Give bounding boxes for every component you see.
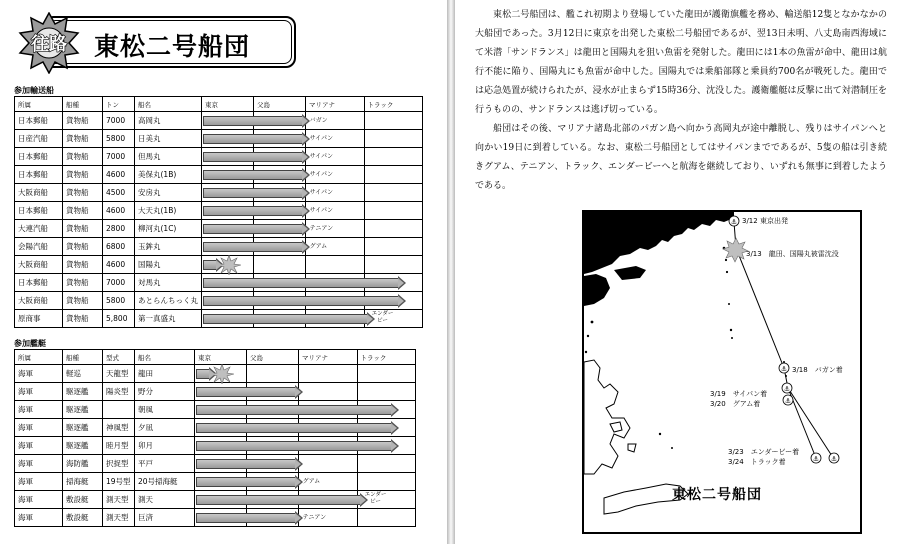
route-cell	[364, 202, 396, 220]
shikoku-landmass	[614, 266, 646, 280]
cell-name: 美保丸(1B)	[135, 166, 202, 184]
route-cell	[202, 202, 334, 220]
route-destination: エンダー ビー	[371, 311, 394, 324]
route-bar	[203, 134, 302, 144]
route-cell	[396, 220, 422, 238]
map-label-sinking: 3/13 龍田、国陽丸被雷沈没	[746, 250, 839, 258]
route-cell	[338, 256, 364, 274]
cell-owner: 海軍	[15, 437, 63, 455]
cell-owner: 日本郵船	[15, 148, 63, 166]
route-cell	[195, 419, 221, 437]
route-cell	[364, 256, 396, 274]
svg-text:⚓: ⚓	[783, 385, 791, 393]
cell-name: 大天丸(1B)	[135, 202, 202, 220]
table-row	[15, 166, 423, 184]
transports-table	[14, 96, 423, 328]
route-cell	[202, 274, 228, 292]
cell-type: 駆逐艦	[63, 383, 103, 401]
route-cell	[195, 383, 221, 401]
leg-header-spacer	[331, 350, 357, 365]
cell-tons: 4600	[103, 166, 135, 184]
izu-islands	[723, 247, 733, 339]
anchor-tokyo-icon	[729, 216, 739, 226]
cell-type: 貨物船	[63, 274, 103, 292]
route-cell	[338, 112, 364, 130]
route-cell	[338, 166, 364, 184]
route-cell	[254, 256, 280, 274]
cell-name: 安房丸	[135, 184, 202, 202]
route-cell	[396, 202, 422, 220]
route-cell	[299, 455, 332, 473]
route-cell	[396, 112, 422, 130]
anchor-enderby-icon	[811, 453, 821, 463]
route-bar	[203, 116, 302, 126]
table-row	[15, 112, 423, 130]
route-cell	[364, 166, 396, 184]
anchor-pagan-icon	[779, 363, 789, 373]
table-row	[15, 509, 416, 527]
route-bar	[196, 423, 391, 433]
route-cell	[357, 383, 389, 401]
anchor-truk-icon	[829, 453, 839, 463]
column-header: トン	[103, 97, 135, 112]
route-cell	[202, 292, 228, 310]
cell-type: 貨物船	[63, 238, 103, 256]
table-row	[15, 491, 416, 509]
cell-name: 対馬丸	[135, 274, 202, 292]
cell-type: 敷設艇	[63, 491, 103, 509]
cell-name: 平戸	[135, 455, 195, 473]
cell-tons: 5,800	[103, 310, 135, 328]
table-row	[15, 419, 416, 437]
cell-type: 貨物船	[63, 184, 103, 202]
route-destination: サイパン	[309, 135, 334, 142]
route-cell	[396, 256, 422, 274]
cell-type: 貨物船	[63, 310, 103, 328]
cell-name: 日美丸	[135, 130, 202, 148]
route-bar	[203, 242, 302, 252]
route-cell	[195, 491, 387, 509]
cell-tons: 測天型	[103, 491, 135, 509]
table-row	[15, 383, 416, 401]
cell-name: 卯月	[135, 437, 195, 455]
column-header: 所属	[15, 97, 63, 112]
cell-tons: 7000	[103, 274, 135, 292]
table-row	[15, 256, 423, 274]
route-cell	[364, 220, 396, 238]
leg-header: 東京	[202, 97, 228, 112]
route-destination: エンダー ビー	[364, 492, 387, 505]
cell-type: 軽巡	[63, 365, 103, 383]
cell-tons: 4600	[103, 256, 135, 274]
route-bar	[203, 152, 302, 162]
escorts-section-label: 参加艦艇	[14, 339, 46, 348]
map-title: 東松二号船団	[672, 487, 762, 503]
table-header-row	[15, 97, 423, 112]
column-header: 船名	[135, 350, 195, 365]
cell-tons: 4600	[103, 202, 135, 220]
route-bar	[203, 260, 216, 270]
cell-owner: 海軍	[15, 419, 63, 437]
route-cell	[338, 148, 364, 166]
route-cell	[331, 473, 357, 491]
svg-text:⚓: ⚓	[784, 397, 792, 405]
route-bar	[203, 188, 302, 198]
route-cell	[202, 310, 394, 328]
route-cell	[331, 383, 357, 401]
cell-name: 第一真盛丸	[135, 310, 202, 328]
route-cell	[357, 509, 389, 527]
cell-tons: 7000	[103, 148, 135, 166]
cell-tons: 神風型	[103, 419, 135, 437]
route-bar	[203, 224, 302, 234]
cell-owner: 日本郵船	[15, 112, 63, 130]
route-bar	[196, 387, 295, 397]
route-cell	[195, 509, 327, 527]
route-bar	[196, 441, 391, 451]
route-cell	[396, 130, 422, 148]
route-cell	[331, 509, 357, 527]
table-row	[15, 184, 423, 202]
cell-name: 但馬丸	[135, 148, 202, 166]
header	[14, 10, 298, 74]
column-header: 船種	[63, 97, 103, 112]
route-cell	[357, 473, 389, 491]
cell-type: 掃海艇	[63, 473, 103, 491]
cell-owner: 日本郵船	[15, 274, 63, 292]
route-cell	[195, 473, 321, 491]
route-map	[582, 210, 862, 534]
table-row	[15, 310, 423, 328]
route-bar	[203, 278, 398, 288]
book-gutter	[447, 0, 455, 544]
cell-name: 高岡丸	[135, 112, 202, 130]
table-row	[15, 220, 423, 238]
route-bar	[196, 459, 295, 469]
table-row	[15, 401, 416, 419]
table-row	[15, 130, 423, 148]
leg-header-spacer	[338, 97, 364, 112]
route-cell	[396, 166, 422, 184]
route-cell	[299, 365, 332, 383]
route-cell	[195, 437, 221, 455]
map-label-saipan: 3/19 サイパン着	[710, 390, 768, 398]
route-cell	[389, 365, 415, 383]
route-cell	[389, 491, 415, 509]
anchor-guam-icon	[783, 395, 793, 405]
route-cell	[389, 455, 415, 473]
leg-header-spacer	[221, 350, 247, 365]
route-bar	[196, 495, 360, 505]
cell-owner: 海軍	[15, 383, 63, 401]
route-cell	[306, 256, 339, 274]
leg-header: トラック	[364, 97, 396, 112]
map-label-truk: 3/24 トラック着	[728, 458, 786, 466]
cell-tons: 2800	[103, 220, 135, 238]
japan-landmass	[584, 212, 734, 274]
route-cell	[338, 130, 364, 148]
route-bar	[203, 170, 302, 180]
column-header: 型式	[103, 350, 135, 365]
outbound-badge-icon	[18, 12, 80, 74]
cell-type: 駆逐艦	[63, 401, 103, 419]
cell-owner: 海軍	[15, 401, 63, 419]
route-cell	[338, 184, 364, 202]
route-cell	[357, 365, 389, 383]
cell-tons: 天龍型	[103, 365, 135, 383]
cell-name: 龍田	[135, 365, 195, 383]
route-cell	[280, 256, 306, 274]
column-header: 船名	[135, 97, 202, 112]
route-cell	[299, 383, 332, 401]
cell-type: 敷設艇	[63, 509, 103, 527]
route-destination: テニアン	[309, 225, 334, 232]
cell-name: 野分	[135, 383, 195, 401]
cell-tons: 7000	[103, 112, 135, 130]
cell-tons: 陽炎型	[103, 383, 135, 401]
cell-owner: 大阪商船	[15, 256, 63, 274]
cell-type: 貨物船	[63, 292, 103, 310]
route-cell	[396, 184, 422, 202]
svg-text:⚓: ⚓	[830, 455, 838, 463]
route-cell	[202, 238, 328, 256]
anchor-saipan-icon	[782, 383, 792, 393]
cell-name: 国陽丸	[135, 256, 202, 274]
table-row	[15, 455, 416, 473]
cell-owner: 日本郵船	[15, 202, 63, 220]
cell-name: 玉鉾丸	[135, 238, 202, 256]
route-cell	[247, 365, 273, 383]
route-cell	[389, 473, 415, 491]
svg-text:⚓: ⚓	[780, 365, 788, 373]
cell-tons	[103, 401, 135, 419]
sinking-explosion-icon	[723, 238, 748, 262]
leg-header: 東京	[195, 350, 221, 365]
cell-name: 朝風	[135, 401, 195, 419]
route-bar	[203, 314, 367, 324]
cell-type: 貨物船	[63, 202, 103, 220]
map-label-pagan: 3/18 バガン着	[792, 366, 843, 374]
cell-owner: 海軍	[15, 455, 63, 473]
table-row	[15, 292, 423, 310]
right-page	[455, 0, 900, 544]
route-cell	[364, 184, 396, 202]
route-cell	[202, 148, 334, 166]
ryukyu-islands	[585, 321, 594, 354]
left-page	[0, 0, 447, 544]
escorts-table	[14, 349, 416, 527]
route-destination: グアム	[302, 478, 321, 485]
cell-name: 測天	[135, 491, 195, 509]
page-title: 東松二号船団	[94, 32, 251, 61]
cell-tons: 5800	[103, 130, 135, 148]
cell-type: 海防艦	[63, 455, 103, 473]
route-destination: バガン	[309, 117, 328, 124]
table-row	[15, 437, 416, 455]
cell-owner: 日産汽船	[15, 130, 63, 148]
route-bar	[196, 369, 209, 379]
route-cell	[331, 365, 357, 383]
cell-owner: 海軍	[15, 473, 63, 491]
route-cell	[396, 238, 422, 256]
route-cell	[357, 455, 389, 473]
cell-tons: 4500	[103, 184, 135, 202]
route-cell	[364, 148, 396, 166]
cell-type: 駆逐艦	[63, 437, 103, 455]
cell-tons: 5800	[103, 292, 135, 310]
table-row	[15, 148, 423, 166]
cell-name: 巨済	[135, 509, 195, 527]
philippines-landmass	[584, 360, 630, 474]
svg-text:⚓: ⚓	[730, 218, 738, 226]
route-cell	[202, 256, 228, 274]
route-destination: サイパン	[309, 171, 334, 178]
cell-type: 駆逐艦	[63, 419, 103, 437]
cell-owner: 大連汽船	[15, 220, 63, 238]
cell-owner: 原商事	[15, 310, 63, 328]
route-cell	[202, 130, 334, 148]
leg-header-spacer	[396, 97, 422, 112]
cell-tons: 択捉型	[103, 455, 135, 473]
column-header: 船種	[63, 350, 103, 365]
route-cell	[364, 130, 396, 148]
map-label-guam: 3/20 グアム着	[710, 400, 761, 408]
cell-name: 夕凪	[135, 419, 195, 437]
route-cell	[273, 365, 299, 383]
cell-owner: 海軍	[15, 491, 63, 509]
cell-tons: 6800	[103, 238, 135, 256]
route-cell	[195, 455, 221, 473]
route-bar	[196, 405, 391, 415]
cell-name: 20号掃海艇	[135, 473, 195, 491]
route-cell	[396, 310, 422, 328]
leg-header-spacer	[389, 350, 415, 365]
cell-owner: 海軍	[15, 365, 63, 383]
table-row	[15, 365, 416, 383]
cell-owner: 会陽汽船	[15, 238, 63, 256]
cell-owner: 大阪商船	[15, 184, 63, 202]
map-label-tokyo: 3/12 東京出発	[742, 217, 788, 225]
cell-type: 貨物船	[63, 148, 103, 166]
route-destination: テニアン	[302, 514, 327, 521]
route-cell	[338, 202, 364, 220]
cell-type: 貨物船	[63, 220, 103, 238]
table-row	[15, 274, 423, 292]
table-row	[15, 473, 416, 491]
cell-owner: 日本郵船	[15, 166, 63, 184]
route-cell	[389, 509, 415, 527]
cell-tons: 睦月型	[103, 437, 135, 455]
cell-type: 貨物船	[63, 256, 103, 274]
transports-section-label: 参加輸送船	[14, 86, 54, 95]
leg-header-spacer	[280, 97, 306, 112]
column-header: 所属	[15, 350, 63, 365]
cell-owner: 海軍	[15, 509, 63, 527]
table-header-row	[15, 350, 416, 365]
cell-type: 貨物船	[63, 166, 103, 184]
route-destination: グアム	[309, 243, 328, 250]
cell-name: 柳河丸(1C)	[135, 220, 202, 238]
route-cell	[202, 184, 334, 202]
body-paragraph-2: 船団はその後、マリアナ諸島北部のパガン島へ向かう高岡丸が途中離脱し、残りはサイパンへと向かい19日に到着している。なお、東松二号船団としてはサイパンまでであるが、5隻の船は引き続きグアム、テニアン、トラック、エンダービーへと航海を継続しており、いずれも無事に到着したようである。	[475, 124, 887, 191]
route-cell	[202, 166, 334, 184]
route-cell	[195, 401, 221, 419]
body-paragraph-1: 東松二号船団は、艦これ初期より登場していた龍田が護衛旗艦を務め、輸送船12隻となかなかの大船団であった。3月12日に東京を出発した東松二号船団であるが、翌13日未明、八丈島南西海域にて米潜「サンドランス」は龍田と国陽丸を狙い魚雷を発射した。龍田には1本の魚雷が命中、龍田は航行不能に陥り、国陽丸にも魚雷が命中した。国陽丸では乗船部隊と乗員約700名が戦死した。龍田では応急処置が続けられたが、浸水が止まらず15時36分、沈没した。護衛艦艇は反撃に出て対潜制圧を行うものの、サンドランスは逃げ切っている。	[475, 10, 887, 115]
route-cell	[195, 365, 221, 383]
route-cell	[396, 148, 422, 166]
leg-header: 父島	[247, 350, 273, 365]
svg-text:⚓: ⚓	[812, 455, 820, 463]
leg-header-spacer	[273, 350, 299, 365]
route-bar	[196, 513, 295, 523]
cell-type: 貨物船	[63, 130, 103, 148]
route-bar	[203, 206, 302, 216]
leg-header: トラック	[357, 350, 389, 365]
cell-type: 貨物船	[63, 112, 103, 130]
route-cell	[389, 383, 415, 401]
route-cell	[338, 220, 364, 238]
route-bar	[196, 477, 295, 487]
route-cell	[364, 112, 396, 130]
route-bar	[203, 296, 398, 306]
route-cell	[202, 220, 334, 238]
badge-text: 往路	[31, 34, 67, 55]
route-cell	[338, 238, 364, 256]
route-cell	[364, 238, 396, 256]
leg-header: 父島	[254, 97, 280, 112]
table-row	[15, 202, 423, 220]
cell-owner: 大阪商船	[15, 292, 63, 310]
cell-tons: 19号型	[103, 473, 135, 491]
kyushu-landmass	[584, 274, 610, 306]
route-cell	[331, 455, 357, 473]
route-destination: サイパン	[309, 153, 334, 160]
map-label-enderby: 3/23 エンダービー着	[728, 448, 800, 456]
leg-header-spacer	[228, 97, 254, 112]
route-cell	[202, 112, 328, 130]
leg-header: マリアナ	[299, 350, 332, 365]
table-row	[15, 238, 423, 256]
cell-name: あとらんちっく丸	[135, 292, 202, 310]
cell-tons: 測天型	[103, 509, 135, 527]
route-destination: サイパン	[309, 207, 334, 214]
route-destination: サイパン	[309, 189, 334, 196]
leg-header: マリアナ	[306, 97, 339, 112]
